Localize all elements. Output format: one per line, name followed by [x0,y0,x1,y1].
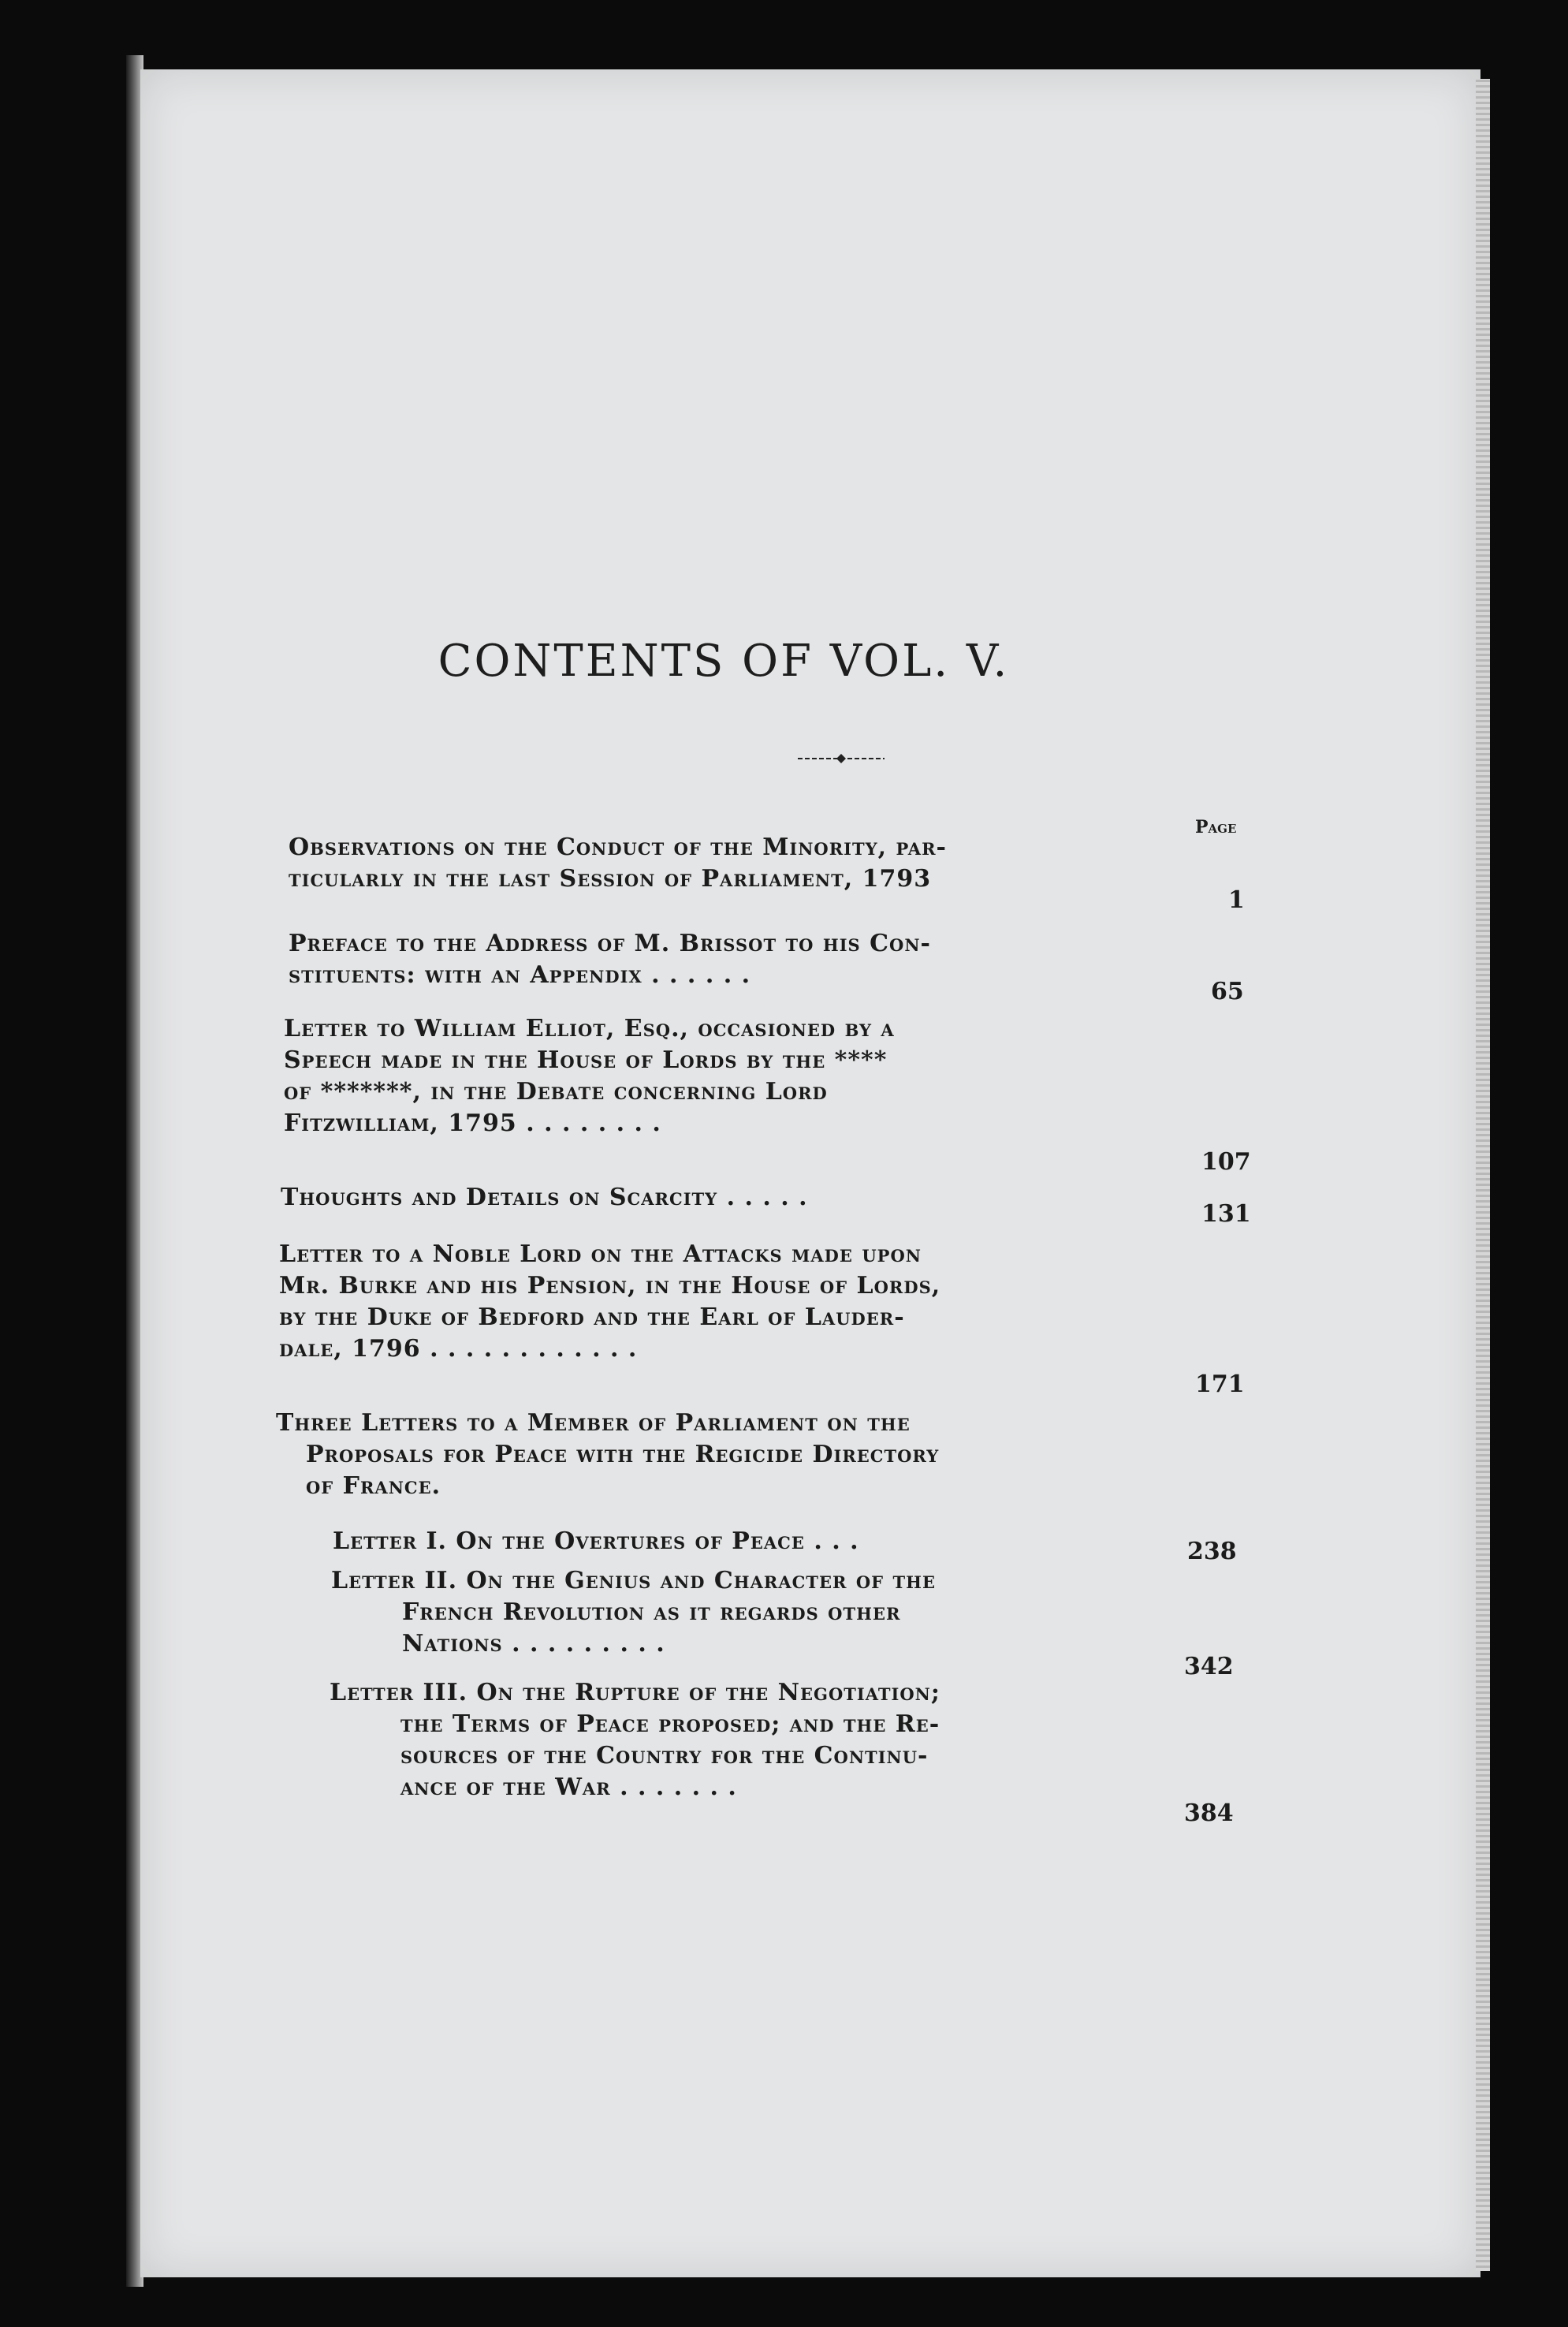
toc-page-number: 384 [1184,1799,1234,1827]
toc-line: Letter III. On the Rupture of the Negotiation; [330,1679,940,1706]
page-column-heading: Page [1195,817,1237,837]
toc-line: by the Duke of Bedford and the Earl of Lauder- [279,1303,905,1331]
toc-line: Fitzwilliam, 1795 . . . . . . . . [284,1109,661,1137]
toc-line: Preface to the Address of M. Brissot to his Con- [289,930,931,957]
toc-line: Proposals for Peace with the Regicide Directory [306,1441,940,1468]
toc-line: French Revolution as it regards other [402,1598,901,1626]
toc-line: Thoughts and Details on Scarcity . . . . . [281,1184,808,1211]
toc-line: ance of the War . . . . . . . [400,1773,737,1801]
toc-line: Speech made in the House of Lords by the **** [284,1046,888,1074]
toc-page-number: 1 [1228,886,1245,914]
toc-page-number: 342 [1184,1653,1234,1680]
toc-line: Observations on the Conduct of the Minority, par- [289,833,947,861]
toc-page-number: 65 [1211,978,1244,1005]
toc-line: Letter I. On the Overtures of Peace . . . [333,1527,859,1555]
toc-page-number: 171 [1195,1370,1245,1398]
toc-line: of France. [306,1472,441,1500]
toc-line: ticularly in the last Session of Parliament, 1793 [289,865,932,893]
toc-page-number: 107 [1201,1148,1251,1176]
toc-line: Mr. Burke and his Pension, in the House of Lords, [279,1272,941,1300]
toc-line: Nations . . . . . . . . . [402,1630,665,1658]
toc-line: the Terms of Peace proposed; and the Re- [400,1710,940,1738]
toc-line: Letter II. On the Genius and Character of the [331,1567,936,1594]
toc-line: Letter to a Noble Lord on the Attacks made upon [279,1240,922,1268]
page-edges [1476,79,1490,2271]
toc-line: of *******, in the Debate concerning Lord [284,1078,828,1106]
toc-line: Letter to William Elliot, Esq., occasioned by a [284,1015,895,1042]
toc-line: stituents: with an Appendix . . . . . . [289,961,751,989]
toc-line: Three Letters to a Member of Parliament on the [276,1409,911,1437]
toc-page-number: 131 [1201,1200,1251,1228]
toc-page-number: 238 [1187,1538,1237,1565]
book-page [140,69,1480,2277]
page-title: CONTENTS OF VOL. V. [438,636,1010,687]
toc-line: dale, 1796 . . . . . . . . . . . . [279,1335,638,1363]
toc-line: sources of the Country for the Continu- [400,1742,929,1769]
table-of-contents [140,69,1480,2277]
